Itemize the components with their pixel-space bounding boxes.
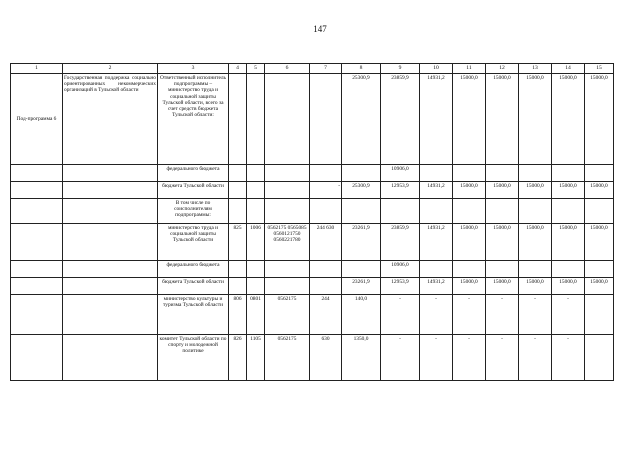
value-cell: 15000,0 — [585, 278, 614, 295]
value-cell: - — [381, 335, 420, 381]
value-cell — [552, 261, 585, 278]
section-code — [247, 165, 265, 182]
value-cell: - — [420, 335, 453, 381]
value-cell: 15000,0 — [486, 224, 519, 261]
column-header: 8 — [342, 64, 381, 74]
row-description: федерального бюджета — [158, 165, 229, 182]
value-cell — [552, 199, 585, 224]
column-header: 2 — [63, 64, 158, 74]
row-description: министерство культуры и туризма Тульской области — [158, 295, 229, 335]
value-cell — [342, 261, 381, 278]
section-code — [247, 74, 265, 165]
value-cell: 25300,9 — [342, 182, 381, 199]
value-cell: 15000,0 — [585, 182, 614, 199]
empty-cell — [63, 278, 158, 295]
value-cell: - — [519, 295, 552, 335]
gr-code — [229, 182, 247, 199]
empty-cell — [11, 165, 63, 182]
column-header: 10 — [420, 64, 453, 74]
empty-cell — [63, 295, 158, 335]
row-description: В том числе по соисполнителям подпрограммы: — [158, 199, 229, 224]
value-cell: - — [486, 295, 519, 335]
value-cell — [585, 199, 614, 224]
value-cell: - — [486, 335, 519, 381]
empty-cell — [11, 278, 63, 295]
expense-type — [310, 74, 342, 165]
value-cell: 14931,2 — [420, 224, 453, 261]
table-row — [11, 261, 614, 278]
value-cell: 12953,9 — [381, 182, 420, 199]
expense-type — [310, 261, 342, 278]
empty-cell — [63, 335, 158, 381]
target-code — [265, 261, 310, 278]
value-cell: - — [453, 335, 486, 381]
value-cell: - — [519, 335, 552, 381]
empty-cell — [63, 182, 158, 199]
program-name: Под-программа 6 — [11, 74, 63, 165]
value-cell: 15000,0 — [585, 74, 614, 165]
column-header: 3 — [158, 64, 229, 74]
table-row — [11, 165, 614, 182]
column-header: 4 — [229, 64, 247, 74]
value-cell: 23859,9 — [381, 74, 420, 165]
value-cell — [342, 165, 381, 182]
value-cell: 15000,0 — [486, 182, 519, 199]
row-description: бюджета Тульской области — [158, 182, 229, 199]
value-cell: 15000,0 — [552, 74, 585, 165]
expense-type: - — [310, 182, 342, 199]
row-description: бюджета Тульской области — [158, 278, 229, 295]
value-cell: - — [552, 295, 585, 335]
empty-cell — [11, 182, 63, 199]
target-code: 0562175 — [265, 335, 310, 381]
value-cell: 14931,2 — [420, 74, 453, 165]
value-cell — [453, 261, 486, 278]
value-cell — [381, 199, 420, 224]
value-cell — [453, 165, 486, 182]
empty-cell — [63, 199, 158, 224]
gr-code: 825 — [229, 224, 247, 261]
value-cell — [420, 199, 453, 224]
expense-type: 244 630 — [310, 224, 342, 261]
value-cell — [585, 295, 614, 335]
value-cell: - — [453, 295, 486, 335]
value-cell: 23261,9 — [342, 278, 381, 295]
empty-cell — [11, 261, 63, 278]
value-cell: 14931,2 — [420, 278, 453, 295]
gr-code — [229, 261, 247, 278]
value-cell — [585, 261, 614, 278]
value-cell — [420, 165, 453, 182]
value-cell — [486, 199, 519, 224]
expense-type — [310, 165, 342, 182]
value-cell: 15000,0 — [486, 278, 519, 295]
section-code — [247, 261, 265, 278]
row-description: комитет Тульской области по спорту и молодежной политике — [158, 335, 229, 381]
target-code — [265, 74, 310, 165]
gr-code — [229, 74, 247, 165]
row-description: министерство труда и социальной защиты Тульской области — [158, 224, 229, 261]
table-row — [11, 199, 614, 224]
value-cell — [552, 165, 585, 182]
column-header: 9 — [381, 64, 420, 74]
target-code: 0562175 0565085 0560121750 0560221780 — [265, 224, 310, 261]
value-cell: 15000,0 — [453, 224, 486, 261]
value-cell: - — [552, 335, 585, 381]
program-title: Государственная поддержка социально ориентированных некоммерческих организаций в Тульской области — [63, 74, 158, 165]
section-code — [247, 278, 265, 295]
value-cell: 15000,0 — [519, 182, 552, 199]
table-row — [11, 182, 614, 199]
table-row — [11, 295, 614, 335]
value-cell — [453, 199, 486, 224]
target-code — [265, 182, 310, 199]
value-cell — [342, 199, 381, 224]
section-code — [247, 182, 265, 199]
value-cell: - — [420, 295, 453, 335]
value-cell: 15000,0 — [519, 74, 552, 165]
value-cell — [486, 261, 519, 278]
table-row — [11, 74, 614, 165]
value-cell: - — [381, 295, 420, 335]
target-code — [265, 199, 310, 224]
value-cell: 12953,9 — [381, 278, 420, 295]
value-cell — [519, 165, 552, 182]
value-cell: 15000,0 — [552, 224, 585, 261]
section-code: 0801 — [247, 295, 265, 335]
empty-cell — [11, 224, 63, 261]
gr-code — [229, 199, 247, 224]
empty-cell — [11, 335, 63, 381]
target-code — [265, 278, 310, 295]
empty-cell — [63, 224, 158, 261]
section-code: 1105 — [247, 335, 265, 381]
value-cell: 15000,0 — [453, 74, 486, 165]
value-cell — [519, 261, 552, 278]
empty-cell — [63, 165, 158, 182]
row-description: федерального бюджета — [158, 261, 229, 278]
column-header: 6 — [265, 64, 310, 74]
budget-table — [10, 63, 614, 381]
value-cell — [519, 199, 552, 224]
target-code: 0562175 — [265, 295, 310, 335]
gr-code: 826 — [229, 335, 247, 381]
section-code: 1006 — [247, 224, 265, 261]
column-header: 12 — [486, 64, 519, 74]
target-code — [265, 165, 310, 182]
expense-type: 244 — [310, 295, 342, 335]
value-cell: 15000,0 — [453, 278, 486, 295]
value-cell — [486, 165, 519, 182]
value-cell — [420, 261, 453, 278]
column-header: 15 — [585, 64, 614, 74]
column-header: 5 — [247, 64, 265, 74]
value-cell: 15000,0 — [552, 182, 585, 199]
empty-cell — [11, 199, 63, 224]
value-cell: 10906,0 — [381, 261, 420, 278]
value-cell: 15000,0 — [585, 224, 614, 261]
gr-code — [229, 278, 247, 295]
expense-type: 630 — [310, 335, 342, 381]
value-cell — [585, 165, 614, 182]
value-cell: 25300,9 — [342, 74, 381, 165]
value-cell: 23859,9 — [381, 224, 420, 261]
value-cell: 14931,2 — [420, 182, 453, 199]
value-cell: 23261,9 — [342, 224, 381, 261]
gr-code: 806 — [229, 295, 247, 335]
gr-code — [229, 165, 247, 182]
column-header: 13 — [519, 64, 552, 74]
table-row — [11, 278, 614, 295]
section-code — [247, 199, 265, 224]
header-row — [11, 64, 614, 74]
empty-cell — [63, 261, 158, 278]
value-cell: 15000,0 — [552, 278, 585, 295]
table-row — [11, 335, 614, 381]
value-cell: 15000,0 — [519, 278, 552, 295]
page-number: 147 — [313, 24, 327, 34]
value-cell — [585, 335, 614, 381]
value-cell: 15000,0 — [519, 224, 552, 261]
row-description: Ответственный исполнитель подпрограммы – министерство труда и социальной защиты Тульской области, всего за счет средств бюджета Тульской области: — [158, 74, 229, 165]
empty-cell — [11, 295, 63, 335]
column-header: 7 — [310, 64, 342, 74]
value-cell: 10906,0 — [381, 165, 420, 182]
column-header: 1 — [11, 64, 63, 74]
value-cell: 15000,0 — [453, 182, 486, 199]
expense-type — [310, 278, 342, 295]
column-header: 11 — [453, 64, 486, 74]
value-cell: 15000,0 — [486, 74, 519, 165]
value-cell: 1350,0 — [342, 335, 381, 381]
expense-type — [310, 199, 342, 224]
table-row — [11, 224, 614, 261]
value-cell: 140,0 — [342, 295, 381, 335]
column-header: 14 — [552, 64, 585, 74]
